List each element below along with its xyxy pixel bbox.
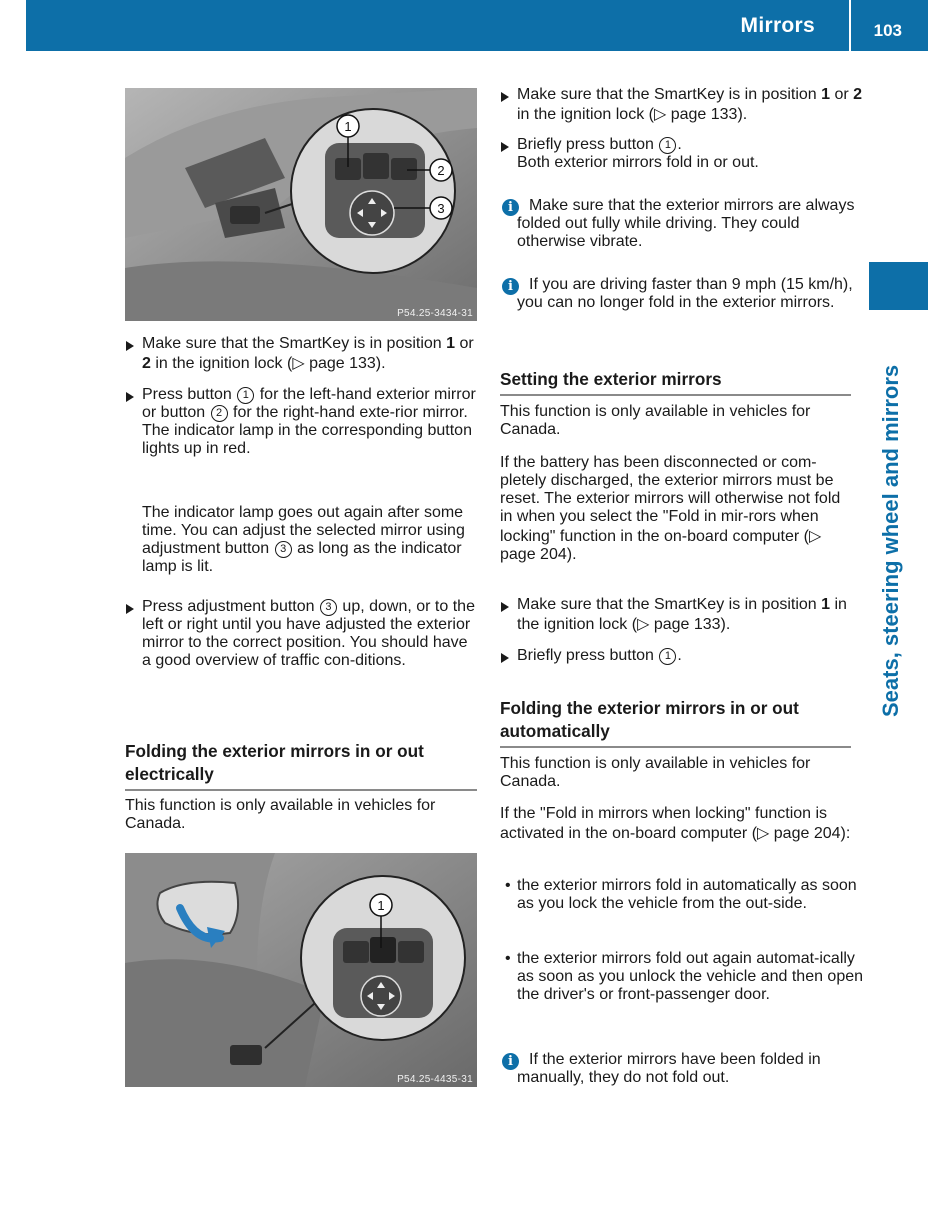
callout-3 — [430, 197, 452, 219]
callout-1 — [337, 115, 359, 137]
header-bar — [26, 0, 928, 51]
figure-code: P54.25-4435-31 — [397, 1074, 473, 1085]
info-note-folded-out: i Make sure that the exterior mirrors are always folded out fully while driving. They could otherwise vibrate. — [500, 197, 869, 251]
list-item-fold-in: • the exterior mirrors fold in automatically as soon as you lock the vehicle from the out-side. — [500, 877, 869, 913]
step-briefly-press-reset: Briefly press button 1 . — [500, 647, 869, 665]
figure-door-mirror-controls — [125, 88, 477, 321]
chapter-tab-label: Seats, steering wheel and mirrors — [878, 364, 903, 717]
info-icon: i — [502, 1053, 519, 1070]
button-3-symbol: 3 — [275, 541, 292, 558]
paragraph-canada-only-auto: This function is only available in vehicles for Canada. — [500, 755, 811, 790]
figure-mirror-fold-button — [125, 853, 477, 1087]
header-divider — [849, 0, 851, 51]
heading-folding-automatically: Folding the exterior mirrors in or out automatically — [500, 697, 851, 748]
chapter-tab-marker — [869, 262, 928, 310]
callout-2 — [430, 159, 452, 181]
page-number: 103 — [873, 21, 902, 40]
info-note-speed-limit: i If you are driving faster than 9 mph (15 km/h), you can no longer fold in the exterior mirrors. — [500, 276, 857, 312]
step-smartkey-position-reset: Make sure that the SmartKey is in position 1 in the ignition lock (▷ page 133). — [500, 596, 869, 634]
section-title: Mirrors — [740, 14, 815, 37]
callout-1 — [370, 894, 392, 916]
door-panel-illustration — [125, 88, 477, 321]
info-icon: i — [502, 199, 519, 216]
step-smartkey-position-fold: Make sure that the SmartKey is in position 1 or 2 in the ignition lock (▷ page 133). — [500, 86, 869, 124]
heading-folding-electrically: Folding the exterior mirrors in or out electrically — [125, 740, 477, 791]
paragraph-canada-only: This function is only available in vehicles for Canada. — [125, 797, 436, 832]
paragraph-battery-reset: If the battery has been disconnected or com-pletely discharged, the exterior mirrors must be reset. The exterior mirrors will otherwise not fold in when you select the "Fold in mir-rors when locking" function in the on-board computer (▷ page 204). — [500, 454, 841, 563]
button-1-symbol: 1 — [237, 387, 254, 404]
step-press-mirror-button: Press button 1 for the left-hand exterior mirror or button 2 for the right-hand exte-rior mirror. The indicator lamp in the corresponding button lights up in red. — [125, 386, 477, 458]
paragraph-fold-when-locking: If the "Fold in mirrors when locking" function is activated in the on-board computer (▷ page 204): — [500, 805, 851, 842]
button-1-symbol: 1 — [659, 137, 676, 154]
step-smartkey-position: Make sure that the SmartKey is in position 1 or 2 in the ignition lock (▷ page 133). — [125, 335, 477, 373]
info-icon: i — [502, 278, 519, 295]
button-2-symbol: 2 — [211, 405, 228, 422]
list-item-fold-out: • the exterior mirrors fold out again automat-ically as soon as you unlock the vehicle and then open the driver's or front-passenger door. — [500, 950, 869, 1004]
svg-text:2: 2 — [437, 163, 445, 178]
step-adjust-mirror: Press adjustment button 3 up, down, or to the left or right until you have adjusted the exterior mirror to the correct position. You should have a good overview of traffic con-ditions. — [125, 598, 477, 670]
heading-setting-mirrors: Setting the exterior mirrors — [500, 368, 851, 396]
svg-text:1: 1 — [377, 898, 385, 913]
button-1-symbol: 1 — [659, 648, 676, 665]
button-3-symbol: 3 — [320, 599, 337, 616]
svg-text:1: 1 — [344, 119, 352, 134]
figure-code: P54.25-3434-31 — [397, 308, 473, 319]
step-briefly-press-fold: Briefly press button 1 . Both exterior mirrors fold in or out. — [500, 136, 869, 172]
step-indicator-lamp-note: The indicator lamp goes out again after some time. You can adjust the selected mirror using adjustment button 3 as long as the indicator lamp is lit. — [142, 504, 465, 575]
mirror-fold-illustration — [125, 853, 477, 1087]
svg-text:3: 3 — [437, 201, 445, 216]
info-note-manual-fold: i If the exterior mirrors have been folded in manually, they do not fold out. — [500, 1051, 869, 1087]
paragraph-canada-only-setting: This function is only available in vehicles for Canada. — [500, 403, 811, 438]
